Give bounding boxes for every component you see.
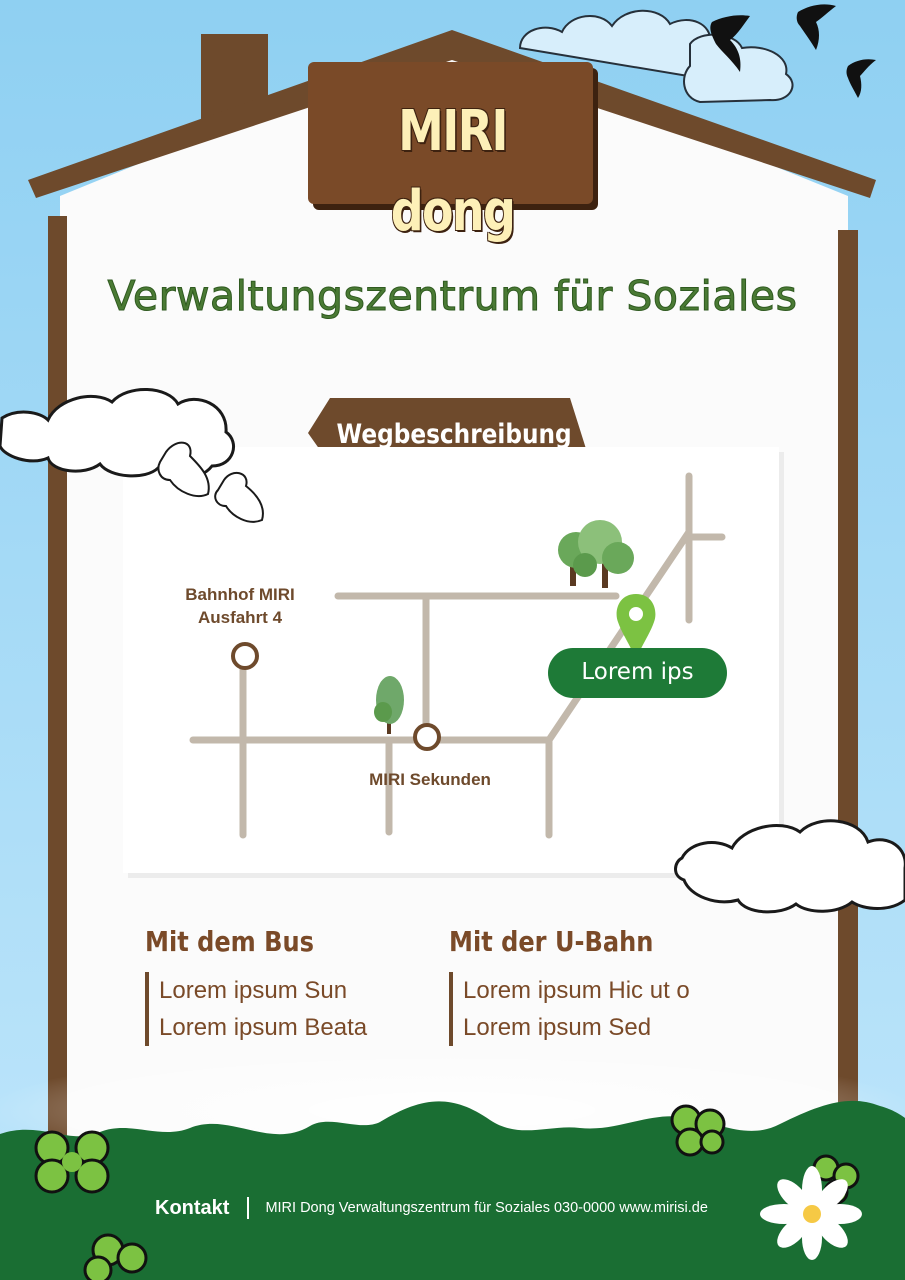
subway-section-body bbox=[449, 972, 690, 1046]
right-wall-post bbox=[838, 230, 858, 1130]
stop-marker bbox=[415, 725, 439, 749]
contact-label: Kontakt bbox=[155, 1196, 230, 1219]
subway-line-2: Lorem ipsum Sed bbox=[463, 1014, 652, 1041]
page-title: Verwaltungszentrum für Soziales bbox=[107, 272, 798, 320]
contact-text: MIRI Dong Verwaltungszentrum für Soziales 030-0000 www.mirisi.de bbox=[265, 1200, 708, 1216]
bus-section-body bbox=[145, 972, 367, 1046]
subway-section-title: Mit der U-Bahn bbox=[449, 925, 654, 958]
contact-divider bbox=[247, 1197, 249, 1219]
station-marker bbox=[233, 644, 257, 668]
stop-label: MIRI Sekunden bbox=[369, 770, 491, 789]
brand-name: MIRI dong bbox=[390, 99, 515, 244]
subway-line-1: Lorem ipsum Hic ut o bbox=[463, 977, 690, 1004]
bus-line-2: Lorem ipsum Beata bbox=[159, 1014, 368, 1041]
left-wall-post bbox=[48, 216, 67, 1136]
clover-icon bbox=[672, 1106, 724, 1155]
bus-line-1: Lorem ipsum Sun bbox=[159, 977, 348, 1004]
bus-section-title: Mit dem Bus bbox=[145, 925, 314, 958]
contact-bar bbox=[155, 1195, 708, 1221]
directions-heading: Wegbeschreibung bbox=[336, 419, 572, 450]
destination-label: Lorem ips bbox=[548, 648, 727, 698]
station-label: Bahnhof MIRI Ausfahrt 4 bbox=[185, 585, 295, 627]
